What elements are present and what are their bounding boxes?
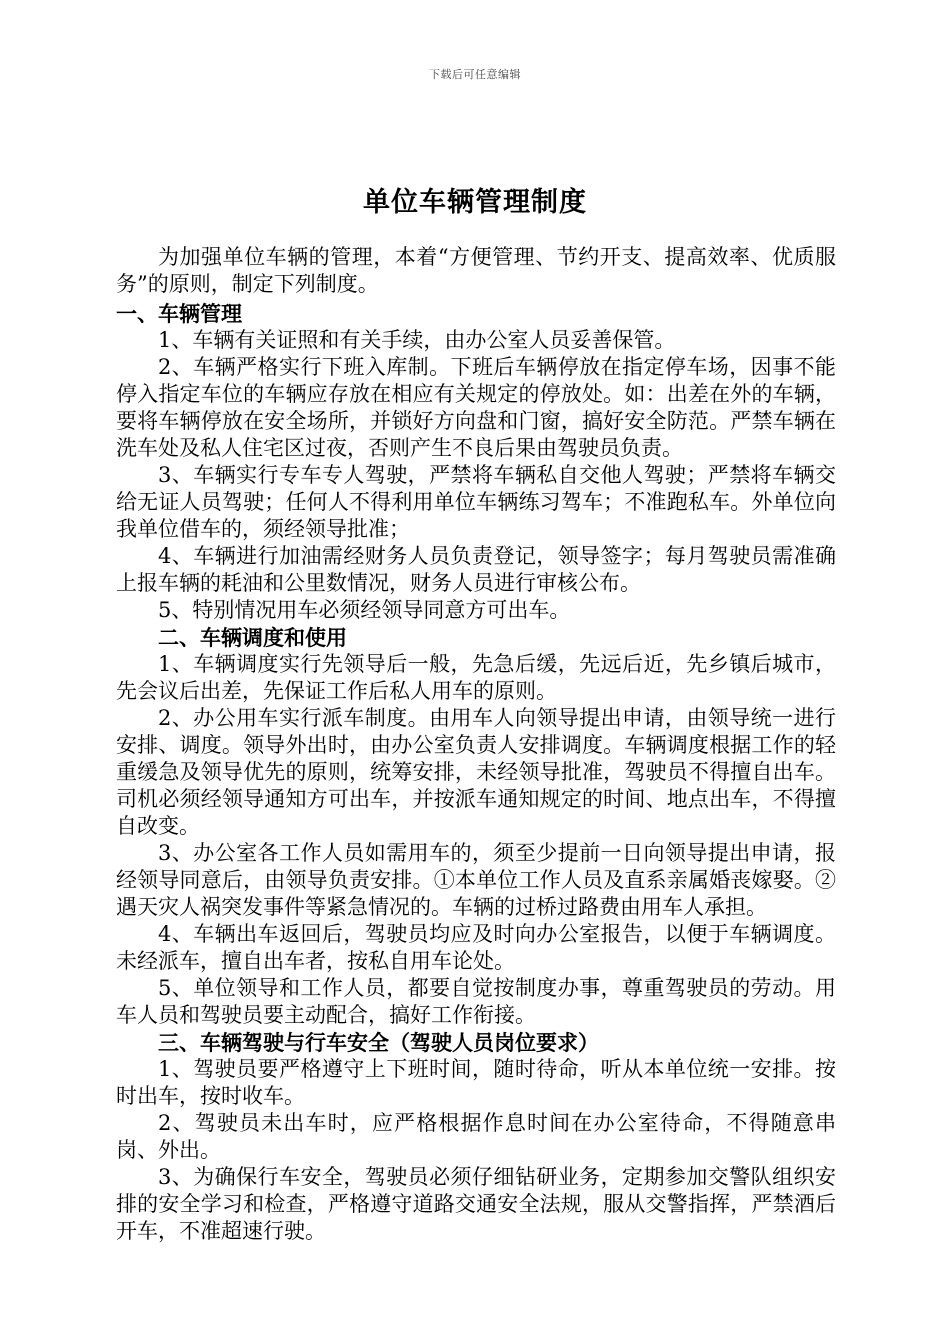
section-heading-3: 三、车辆驾驶与行车安全（驾驶人员岗位要求）: [158, 1030, 599, 1055]
section-1-paragraph-4: 4、车辆进行加油需经财务人员负责登记，领导签字；每月驾驶员需准确上报车辆的耗油和公里数情况，财务人员进行审核公布。: [116, 544, 836, 595]
section-1-paragraph-5: 5、特别情况用车必须经领导同意方可出车。: [158, 598, 571, 622]
section-1-paragraph-2: 2、车辆严格实行下班入库制。下班后车辆停放在指定停车场，因事不能停入指定车位的车辆应存放在相应有关规定的停放处。如：出差在外的车辆，要将车辆停放在安全场所，并锁好方向盘和门窗，搞好安全防范。严禁车辆在洗车处及私人住宅区过夜，否则产生不良后果由驾驶员负责。: [116, 355, 836, 460]
document-body: [116, 244, 836, 1245]
section-2-paragraph-5: 5、单位领导和工作人员，都要自觉按制度办事，尊重驾驶员的劳动。用车人员和驾驶员要主动配合，搞好工作衔接。: [116, 976, 836, 1027]
section-3-paragraph-3: 3、为确保行车安全，驾驶员必须仔细钻研业务，定期参加交警队组织安排的安全学习和检查，严格遵守道路交通安全法规，服从交警指挥，严禁酒后开车，不准超速行驶。: [116, 1165, 836, 1243]
section-3-paragraph-1: 1、驾驶员要严格遵守上下班时间，随时待命，听从本单位统一安排。按时出车，按时收车。: [116, 1057, 836, 1108]
section-1-paragraph-1: 1、车辆有关证照和有关手续，由办公室人员妥善保管。: [158, 328, 676, 352]
section-2-paragraph-2: 2、办公用车实行派车制度。由用车人向领导提出申请，由领导统一进行安排、调度。领导外出时，由办公室负责人安排调度。车辆调度根据工作的轻重缓急及领导优先的原则，统筹安排，未经领导批准，驾驶员不得擅自出车。司机必须经领导通知方可出车，并按派车通知规定的时间、地点出车，不得擅自改变。: [116, 706, 836, 838]
header-note: 下载后可任意编辑: [429, 68, 521, 81]
section-3-paragraph-2: 2、驾驶员未出车时，应严格根据作息时间在办公室待命，不得随意串岗、外出。: [116, 1111, 836, 1162]
section-2-paragraph-4: 4、车辆出车返回后，驾驶员均应及时向办公室报告，以便于车辆调度。未经派车，擅自出车者，按私自用车论处。: [116, 922, 836, 973]
section-2-paragraph-1: 1、车辆调度实行先领导后一般，先急后缓，先远后近，先乡镇后城市，先会议后出差，先保证工作后私人用车的原则。: [116, 652, 836, 703]
intro-paragraph: 为加强单位车辆的管理，本着“方便管理、节约开支、提高效率、优质服务”的原则，制定下列制度。: [116, 245, 836, 296]
section-2-paragraph-3: 3、办公室各工作人员如需用车的，须至少提前一日向领导提出申请，报经领导同意后，由领导负责安排。①本单位工作人员及直系亲属婚丧嫁娶。②遇天灾人祸突发事件等紧急情况的。车辆的过桥过路费由用车人承担。: [116, 841, 836, 919]
section-heading-1: 一、车辆管理: [116, 301, 242, 326]
section-heading-2: 二、车辆调度和使用: [158, 625, 347, 650]
page-title: 单位车辆管理制度: [363, 187, 587, 218]
section-1-paragraph-3: 3、车辆实行专车专人驾驶，严禁将车辆私自交他人驾驶；严禁将车辆交给无证人员驾驶；任何人不得利用单位车辆练习驾车；不准跑私车。外单位向我单位借车的，须经领导批准；: [116, 463, 836, 541]
